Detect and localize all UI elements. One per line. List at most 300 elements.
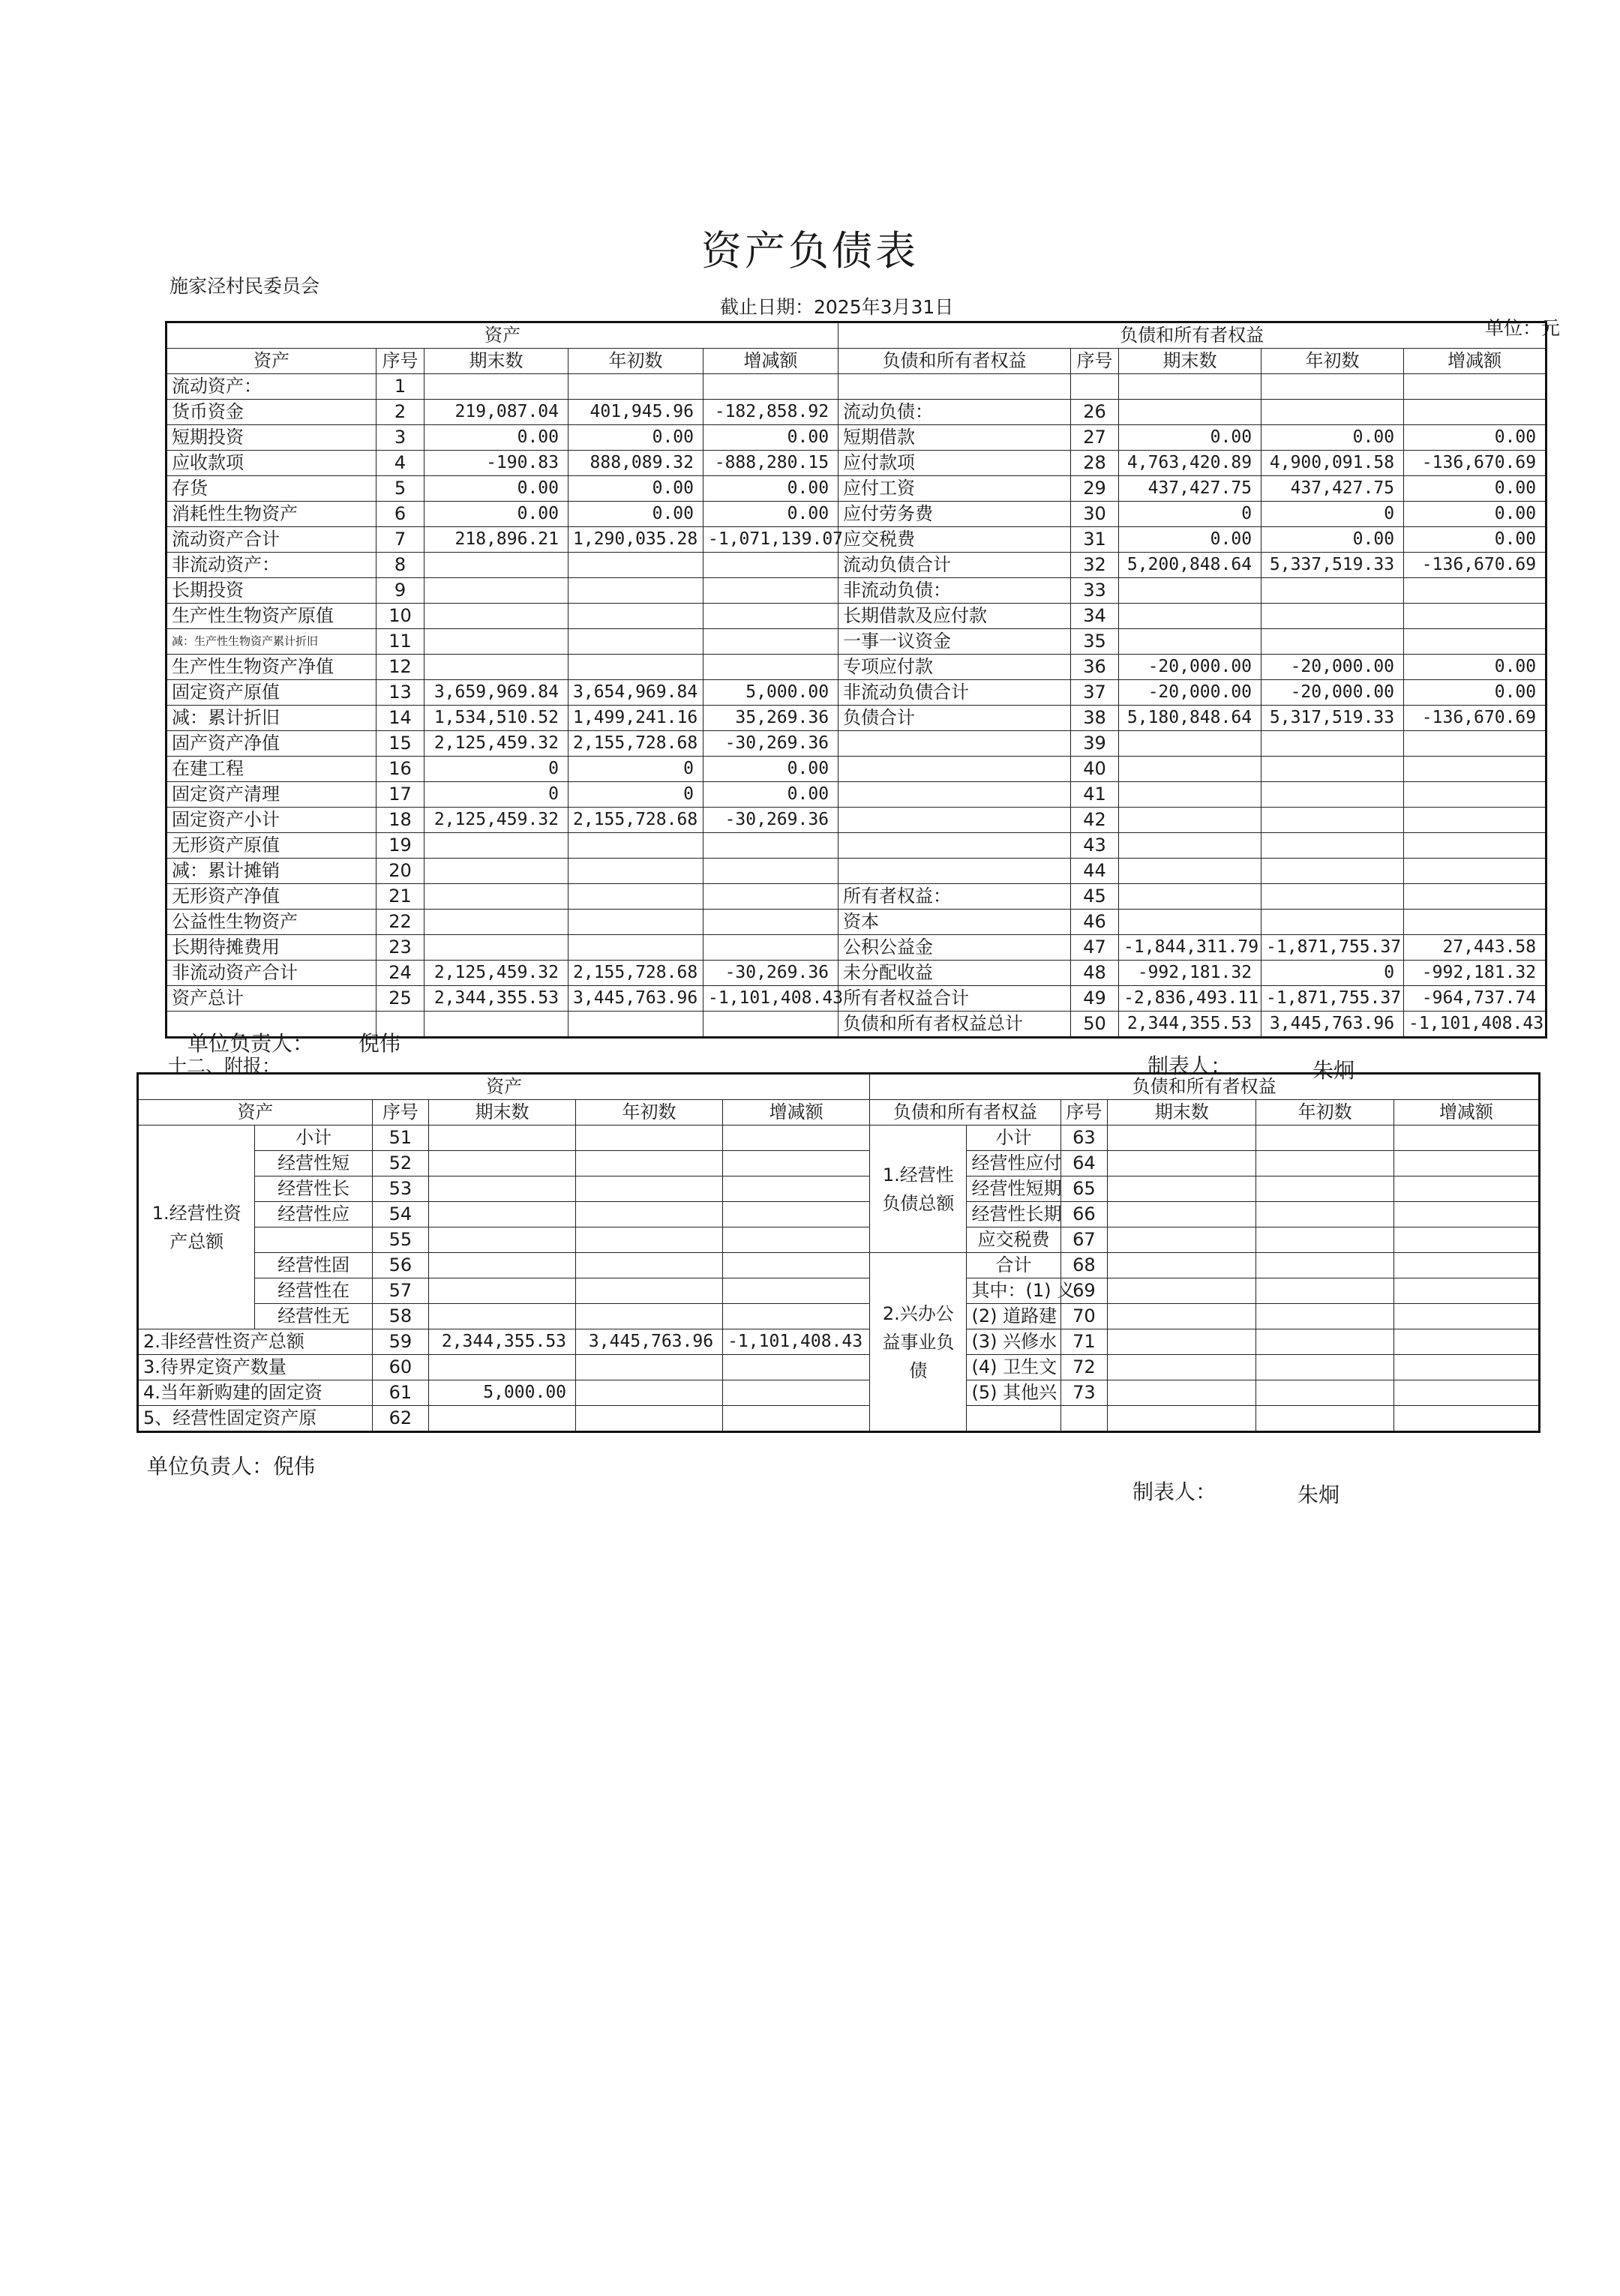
liability-item-label: 负债合计 [838,706,1071,731]
appendix-asset-seq: 57 [372,1278,428,1304]
asset-diff-value: -30,269.36 [704,731,838,757]
table-row [166,833,1546,859]
appendix-asset-item-label: 经营性短 [255,1151,372,1176]
asset-end-value [424,604,568,629]
asset-diff-value: 0.00 [704,502,838,527]
liability-end-value: -20,000.00 [1119,655,1262,680]
liabilities-section-header: 负债和所有者权益 [838,322,1546,349]
appendix-asset-end-value [428,1126,575,1151]
appendix-liability-begin-value [1256,1278,1394,1304]
asset-diff-value [704,655,838,680]
liability-begin-value: -1,871,755.37 [1262,935,1404,961]
table-row [138,1176,1540,1202]
asset-end-value [424,859,568,884]
asset-diff-value [704,553,838,578]
appendix-asset-begin-value [576,1406,723,1432]
liability-item-label: 所有者权益合计 [838,986,1071,1012]
asset-seq: 3 [376,425,424,451]
liability-seq: 45 [1071,884,1119,910]
asset-item-label: 固产资产净值 [166,731,376,757]
liability-end-value: -2,836,493.11 [1119,986,1262,1012]
appendix-liability-seq: 63 [1060,1126,1108,1151]
appendix-asset-end-value [428,1202,575,1227]
col-header-begin: 年初数 [576,1100,723,1126]
appendix-liabilities-header: 负债和所有者权益 [870,1074,1540,1100]
col-header-end: 期末数 [1108,1100,1256,1126]
col-header-diff: 增减额 [704,349,838,374]
col-header-seq: 序号 [376,349,424,374]
asset-diff-value: -30,269.36 [704,808,838,833]
asset-item-label: 公益性生物资产 [166,910,376,935]
asset-begin-value: 1,290,035.28 [568,527,704,553]
asset-item-label: 长期待摊费用 [166,935,376,961]
asset-begin-value: 1,499,241.16 [568,706,704,731]
asset-diff-value [704,374,838,400]
asset-begin-value [568,578,704,604]
appendix-liability-diff-value [1394,1227,1539,1253]
table-row [138,1227,1540,1253]
liability-seq: 34 [1071,604,1119,629]
asset-end-value [424,935,568,961]
preparer-name: 朱炯 [1312,1058,1355,1083]
asset-seq: 21 [376,884,424,910]
appendix-liability-seq: 66 [1060,1202,1108,1227]
table-row [138,1278,1540,1304]
appendix-liability-end-value [1108,1253,1256,1278]
appendix-table [136,1072,1540,1433]
asset-end-value: -190.83 [424,451,568,476]
appendix-asset-item-label: 5、经营性固定资产原 [138,1406,373,1432]
liability-seq: 38 [1071,706,1119,731]
liability-item-label [838,808,1071,833]
appendix-liability-item-label: 经营性长期 [967,1202,1060,1227]
table-row [166,502,1546,527]
liability-diff-value: -992,181.32 [1404,961,1546,986]
appendix-asset-item-label: 2.非经营性资产总额 [138,1329,373,1355]
asset-diff-value [704,833,838,859]
asset-item-label: 消耗性生物资产 [166,502,376,527]
liability-diff-value: -136,670.69 [1404,451,1546,476]
asset-diff-value [704,578,838,604]
liability-seq: 30 [1071,502,1119,527]
asset-item-label: 固定资产清理 [166,782,376,808]
appendix-asset-item-label: 4.当年新购建的固定资 [138,1380,373,1406]
table-row [138,1380,1540,1406]
table-row [138,1304,1540,1329]
appendix-asset-diff-value [723,1176,870,1202]
appendix-asset-end-value [428,1304,575,1329]
asset-begin-value [568,553,704,578]
liability-begin-value: 5,317,519.33 [1262,706,1404,731]
liability-seq: 37 [1071,680,1119,706]
asset-seq: 8 [376,553,424,578]
liability-begin-value: 0 [1262,961,1404,986]
appendix-asset-item-label: 经营性长 [255,1176,372,1202]
asset-seq: 4 [376,451,424,476]
asset-seq: 25 [376,986,424,1012]
appendix-liability-end-value [1108,1406,1256,1432]
asset-diff-value [704,629,838,655]
table-row [138,1355,1540,1380]
appendix-liability-seq: 65 [1060,1176,1108,1202]
liability-seq: 26 [1071,400,1119,425]
appendix-liability-item-label: (2) 道路建 [967,1304,1060,1329]
liability-diff-value: -1,101,408.43 [1404,1012,1546,1038]
liability-item-label: 长期借款及应付款 [838,604,1071,629]
appendix-liability-diff-value [1394,1176,1539,1202]
asset-begin-value: 2,155,728.68 [568,731,704,757]
table-row [166,757,1546,782]
appendix-asset-item-label [255,1227,372,1253]
appendix-asset-item-label: 经营性无 [255,1304,372,1329]
liability-seq: 36 [1071,655,1119,680]
table-row [138,1202,1540,1227]
liability-diff-value: 27,443.58 [1404,935,1546,961]
col-header-begin: 年初数 [1262,349,1404,374]
liability-item-label: 流动负债： [838,400,1071,425]
appendix-asset-seq: 52 [372,1151,428,1176]
liability-item-label: 所有者权益： [838,884,1071,910]
col-header-diff: 增减额 [723,1100,870,1126]
liability-end-value [1119,833,1262,859]
appendix-asset-seq: 59 [372,1329,428,1355]
appendix-liability-seq: 69 [1060,1278,1108,1304]
preparer-label: 制表人： [1148,1054,1232,1078]
liability-end-value [1119,859,1262,884]
asset-end-value: 2,125,459.32 [424,961,568,986]
liability-item-label: 流动负债合计 [838,553,1071,578]
asset-seq: 14 [376,706,424,731]
appendix-liability-seq: 64 [1060,1151,1108,1176]
liability-item-label: 公积公益金 [838,935,1071,961]
appendix-assets-header: 资产 [138,1074,870,1100]
asset-item-label: 资产总计 [166,986,376,1012]
appendix-asset-seq: 54 [372,1202,428,1227]
asset-begin-value [568,833,704,859]
col-header-end: 期末数 [1119,349,1262,374]
asset-diff-value: -1,101,408.43 [704,986,838,1012]
liability-begin-value [1262,833,1404,859]
asset-seq: 22 [376,910,424,935]
appendix-liability-item-label: 应交税费 [967,1227,1060,1253]
asset-begin-value: 888,089.32 [568,451,704,476]
appendix-liability-diff-value [1394,1406,1539,1432]
table-row [138,1151,1540,1176]
liability-end-value: 0.00 [1119,527,1262,553]
asset-item-label: 无形资产原值 [166,833,376,859]
appendix-asset-end-value [428,1151,575,1176]
asset-seq: 5 [376,476,424,502]
asset-seq: 23 [376,935,424,961]
appendix-asset-begin-value [576,1151,723,1176]
table-row [138,1406,1540,1432]
asset-item-label: 减：生产性生物资产累计折旧 [166,629,376,655]
liability-end-value: 4,763,420.89 [1119,451,1262,476]
col-header-end: 期末数 [424,349,568,374]
appendix-asset-begin-value [576,1227,723,1253]
appendix-liability-begin-value [1256,1355,1394,1380]
asset-begin-value [568,910,704,935]
col-header-asset: 资产 [166,349,376,374]
liability-diff-value [1404,578,1546,604]
table-row [166,910,1546,935]
table-row [166,451,1546,476]
appendix-liability-end-value [1108,1380,1256,1406]
appendix-liability-end-value [1108,1304,1256,1329]
liability-diff-value [1404,374,1546,400]
asset-item-label: 生产性生物资产净值 [166,655,376,680]
table-row [138,1253,1540,1278]
appendix-preparer-label: 制表人： [1132,1479,1217,1504]
liability-end-value [1119,808,1262,833]
liability-item-label: 应付款项 [838,451,1071,476]
appendix-asset-item-label: 3.待界定资产数量 [138,1355,373,1380]
asset-diff-value [704,1012,838,1038]
liability-end-value: 437,427.75 [1119,476,1262,502]
liability-diff-value [1404,910,1546,935]
appendix-asset-diff-value [723,1304,870,1329]
asset-seq: 9 [376,578,424,604]
liability-begin-value [1262,757,1404,782]
asset-end-value [424,1012,568,1038]
appendix-liability-item-label: (5) 其他兴 [967,1380,1060,1406]
asset-end-value [424,884,568,910]
table-row [166,884,1546,910]
liability-diff-value: 0.00 [1404,425,1546,451]
appendix-liability-diff-value [1394,1126,1539,1151]
liability-end-value: -20,000.00 [1119,680,1262,706]
asset-begin-value: 401,945.96 [568,400,704,425]
table-row [138,1126,1540,1151]
table-row [138,1329,1540,1355]
appendix-liability-item-label: (3) 兴修水 [967,1329,1060,1355]
asset-begin-value: 0 [568,757,704,782]
liability-seq: 50 [1071,1012,1119,1038]
appendix-liability-end-value [1108,1151,1256,1176]
asset-item-label: 短期投资 [166,425,376,451]
liability-end-value: -992,181.32 [1119,961,1262,986]
appendix-liability-seq: 72 [1060,1355,1108,1380]
appendix-liability-seq: 67 [1060,1227,1108,1253]
liability-end-value [1119,578,1262,604]
appendix-asset-seq: 62 [372,1406,428,1432]
appendix-asset-item-label: 经营性固 [255,1253,372,1278]
liability-item-label: 专项应付款 [838,655,1071,680]
asset-diff-value [704,604,838,629]
asset-seq: 1 [376,374,424,400]
appendix-liability-item-label: 其中：(1) 义 [967,1278,1060,1304]
appendix-asset-end-value [428,1355,575,1380]
table-row [166,425,1546,451]
asset-diff-value: 0.00 [704,425,838,451]
asset-end-value: 218,896.21 [424,527,568,553]
liability-diff-value [1404,400,1546,425]
table-row [166,655,1546,680]
appendix-asset-end-value [428,1253,575,1278]
currency-unit: 单位：元 [1485,317,1561,339]
liability-item-label [838,782,1071,808]
asset-begin-value: 0.00 [568,476,704,502]
liability-item-label: 应付工资 [838,476,1071,502]
liability-item-label: 短期借款 [838,425,1071,451]
liability-item-label [838,757,1071,782]
table-row [166,476,1546,502]
appendix-preparer-name: 朱炯 [1298,1482,1340,1507]
asset-begin-value: 2,155,728.68 [568,808,704,833]
asset-seq: 15 [376,731,424,757]
liability-begin-value [1262,400,1404,425]
appendix-liability-diff-value [1394,1329,1539,1355]
col-header-diff: 增减额 [1404,349,1546,374]
liability-begin-value [1262,578,1404,604]
table-row [166,808,1546,833]
appendix-asset-diff-value [723,1406,870,1432]
appendix-liability-item-label: 经营性应付 [967,1151,1060,1176]
appendix-asset-diff-value: -1,101,408.43 [723,1329,870,1355]
asset-begin-value: 3,445,763.96 [568,986,704,1012]
appendix-liability-end-value [1108,1227,1256,1253]
appendix-asset-diff-value [723,1278,870,1304]
asset-seq: 20 [376,859,424,884]
asset-seq: 11 [376,629,424,655]
liability-begin-value: -1,871,755.37 [1262,986,1404,1012]
liability-diff-value [1404,782,1546,808]
appendix-liability-end-value [1108,1278,1256,1304]
table-row [166,527,1546,553]
appendix-asset-end-value: 5,000.00 [428,1380,575,1406]
liability-end-value [1119,884,1262,910]
asset-end-value [424,833,568,859]
appendix-asset-end-value [428,1278,575,1304]
liability-seq: 27 [1071,425,1119,451]
appendix-liability-seq: 68 [1060,1253,1108,1278]
appendix-liability-begin-value [1256,1151,1394,1176]
asset-end-value: 0 [424,782,568,808]
appendix-asset-end-value: 2,344,355.53 [428,1329,575,1355]
appendix-asset-item-label: 经营性在 [255,1278,372,1304]
asset-item-label: 减：累计摊销 [166,859,376,884]
asset-end-value [424,578,568,604]
asset-end-value [424,374,568,400]
appendix-asset-begin-value [576,1304,723,1329]
liability-end-value [1119,400,1262,425]
liability-begin-value: 0.00 [1262,527,1404,553]
liability-diff-value [1404,859,1546,884]
asset-begin-value: 3,654,969.84 [568,680,704,706]
liability-diff-value [1404,833,1546,859]
liability-seq: 40 [1071,757,1119,782]
appendix-asset-seq: 58 [372,1304,428,1329]
col-header-asset: 资产 [138,1100,373,1126]
liability-diff-value [1404,808,1546,833]
liability-diff-value [1404,757,1546,782]
liability-seq: 29 [1071,476,1119,502]
liability-end-value [1119,604,1262,629]
table-row [166,629,1546,655]
liability-item-label [838,374,1071,400]
appendix-liability-item-label [967,1406,1060,1432]
liability-end-value: 2,344,355.53 [1119,1012,1262,1038]
table-row [166,731,1546,757]
asset-item-label: 在建工程 [166,757,376,782]
appendix-asset-diff-value [723,1126,870,1151]
appendix-liability-end-value [1108,1176,1256,1202]
appendix-asset-begin-value [576,1278,723,1304]
appendix-title: 十二、附报： [168,1055,281,1077]
appendix-asset-seq: 61 [372,1380,428,1406]
asset-begin-value [568,604,704,629]
col-header-diff: 增减额 [1394,1100,1539,1126]
liability-diff-value: -136,670.69 [1404,706,1546,731]
table-row [166,782,1546,808]
liability-end-value [1119,910,1262,935]
appendix-asset-item-label: 小计 [255,1126,372,1151]
liability-item-label: 资本 [838,910,1071,935]
asset-seq: 18 [376,808,424,833]
appendix-asset-begin-value [576,1176,723,1202]
asset-item-label: 生产性生物资产原值 [166,604,376,629]
appendix-responsible-person: 单位负责人：倪伟 [147,1454,316,1479]
asset-end-value: 1,534,510.52 [424,706,568,731]
asset-seq: 10 [376,604,424,629]
appendix-asset-diff-value [723,1202,870,1227]
asset-begin-value [568,655,704,680]
appendix-asset-begin-value [576,1355,723,1380]
appendix-asset-diff-value [723,1380,870,1406]
table-row [166,553,1546,578]
liability-end-value: 5,180,848.64 [1119,706,1262,731]
asset-item-label: 固定资产原值 [166,680,376,706]
appendix-liability-begin-value [1256,1380,1394,1406]
liability-item-label: 负债和所有者权益总计 [838,1012,1071,1038]
asset-diff-value: 0.00 [704,782,838,808]
appendix-liability-group-label: 2.兴办公益事业负债 [870,1253,967,1432]
liability-seq: 31 [1071,527,1119,553]
appendix-liability-end-value [1108,1355,1256,1380]
liability-seq: 49 [1071,986,1119,1012]
liability-seq: 48 [1071,961,1119,986]
col-header-seq: 序号 [1060,1100,1108,1126]
liability-seq: 39 [1071,731,1119,757]
table-row [166,680,1546,706]
table-row [166,706,1546,731]
asset-diff-value [704,935,838,961]
liability-seq: 42 [1071,808,1119,833]
asset-begin-value [568,935,704,961]
appendix-liability-diff-value [1394,1304,1539,1329]
asset-item-label: 应收款项 [166,451,376,476]
table-row [166,604,1546,629]
col-header-seq: 序号 [1071,349,1119,374]
liability-begin-value: -20,000.00 [1262,680,1404,706]
liability-item-label: 非流动负债： [838,578,1071,604]
liability-seq [1071,374,1119,400]
asset-seq: 12 [376,655,424,680]
appendix-liability-begin-value [1256,1329,1394,1355]
asset-item-label: 流动资产： [166,374,376,400]
liability-begin-value: 0 [1262,502,1404,527]
asset-begin-value: 0.00 [568,425,704,451]
liability-diff-value [1404,604,1546,629]
liability-seq: 46 [1071,910,1119,935]
asset-end-value [424,629,568,655]
liability-seq: 32 [1071,553,1119,578]
col-header-begin: 年初数 [568,349,704,374]
appendix-asset-seq: 53 [372,1176,428,1202]
table-row [166,400,1546,425]
appendix-asset-begin-value [576,1380,723,1406]
asset-diff-value: -1,071,139.07 [704,527,838,553]
